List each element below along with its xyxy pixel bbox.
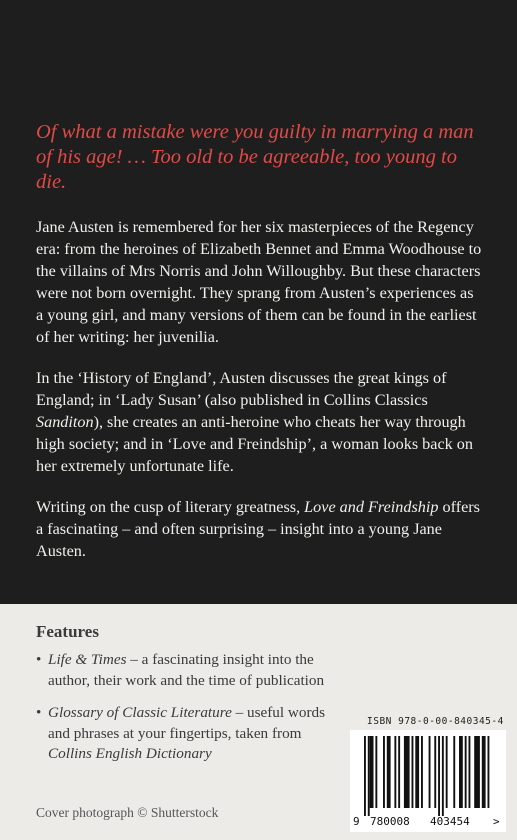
features-heading: Features [36,622,99,641]
barcode-graphic [350,730,506,832]
bullet-icon: • [36,704,42,721]
pull-quote: Of what a mistake were you guilty in marrying a man of his age! … Too old to be agreeable, too young to die. [36,121,474,193]
cover-photo-credit: Cover photograph © Shutterstock [36,805,219,820]
barcode-digits-group-1: 780008 [370,815,410,828]
barcode-bar [383,736,385,808]
barcode [350,730,506,832]
blurb-paragraph-1: Jane Austen is remembered for her six masterpieces of the Regency era: from the heroines of Elizabeth Bennet and Emma Woodhouse to the villains of Mrs Norris and John Willoughby. But these characters were not born overnight. They sprang from Austen’s experiences as a young girl, and many versions of them can be found in the earliest of her writing: her juvenilia. [36,218,482,346]
barcode-bar [387,736,391,808]
barcode-bar [364,736,366,816]
barcode-digits-group-2: 403454 [430,815,470,828]
barcode-bar [453,736,455,808]
paragraph-2-italic: Sanditon [36,413,94,431]
barcode-bar [488,736,490,808]
feature-item-life-and-times [36,650,336,691]
barcode-bar [446,736,448,808]
barcode-bar [482,736,486,808]
barcode-bar [368,736,370,816]
barcode-digit-lead: 9 [353,815,360,828]
barcode-bar [434,736,436,808]
barcode-quiet-zone-marker: > [493,815,500,828]
feature-text [36,703,336,765]
feature-source: Collins English Dictionary [48,745,212,762]
feature-title: Life & Times [48,651,127,668]
barcode-bar [375,736,377,808]
barcode-bar [421,736,423,808]
blurb-paragraph-2 [36,367,483,477]
feature-description: – a fascinating insight into the author, their work and the time of publication [48,651,325,689]
feature-title: Glossary of Classic Literature [48,704,232,721]
barcode-bar [442,736,444,816]
barcode-bar [465,736,467,808]
barcode-bar [438,736,440,816]
feature-text [36,650,336,691]
feature-item-glossary [36,703,336,765]
barcode-bar [404,736,410,808]
barcode-bar [459,736,463,808]
paragraph-3-italic: Love and Freindship [304,498,439,516]
barcode-bar [398,736,400,808]
features-section [0,604,517,840]
barcode-bar [412,736,414,808]
barcode-bar [474,736,480,808]
isbn-label: ISBN 978-0-00-840345-4 [367,716,504,727]
barcode-bar [469,736,471,808]
paragraph-2-text-b: ), she creates an anti-heroine who cheats her way through high society; and in ‘Love and Freindship’, a woman looks back on her extremely unfortunate life. [36,413,473,475]
blurb-paragraph-3 [36,496,483,562]
barcode-bar [394,736,396,808]
barcode-bar [429,736,431,808]
barcode-bar [370,736,374,808]
paragraph-3-text-a: Writing on the cusp of literary greatness, [36,498,305,516]
feature-description: – useful words and phrases at your fingertips, taken from [48,704,326,742]
bullet-icon: • [36,651,42,668]
paragraph-3-text-b: offers a fascinating – and often surprising – insight into a young Jane Austen. [36,498,480,560]
paragraph-2-text-a: In the ‘History of England’, Austen discusses the great kings of England; in ‘Lady Susan’ (also published in Collins Classics [36,369,447,409]
barcode-bar [415,736,419,808]
isbn-block [340,706,510,838]
